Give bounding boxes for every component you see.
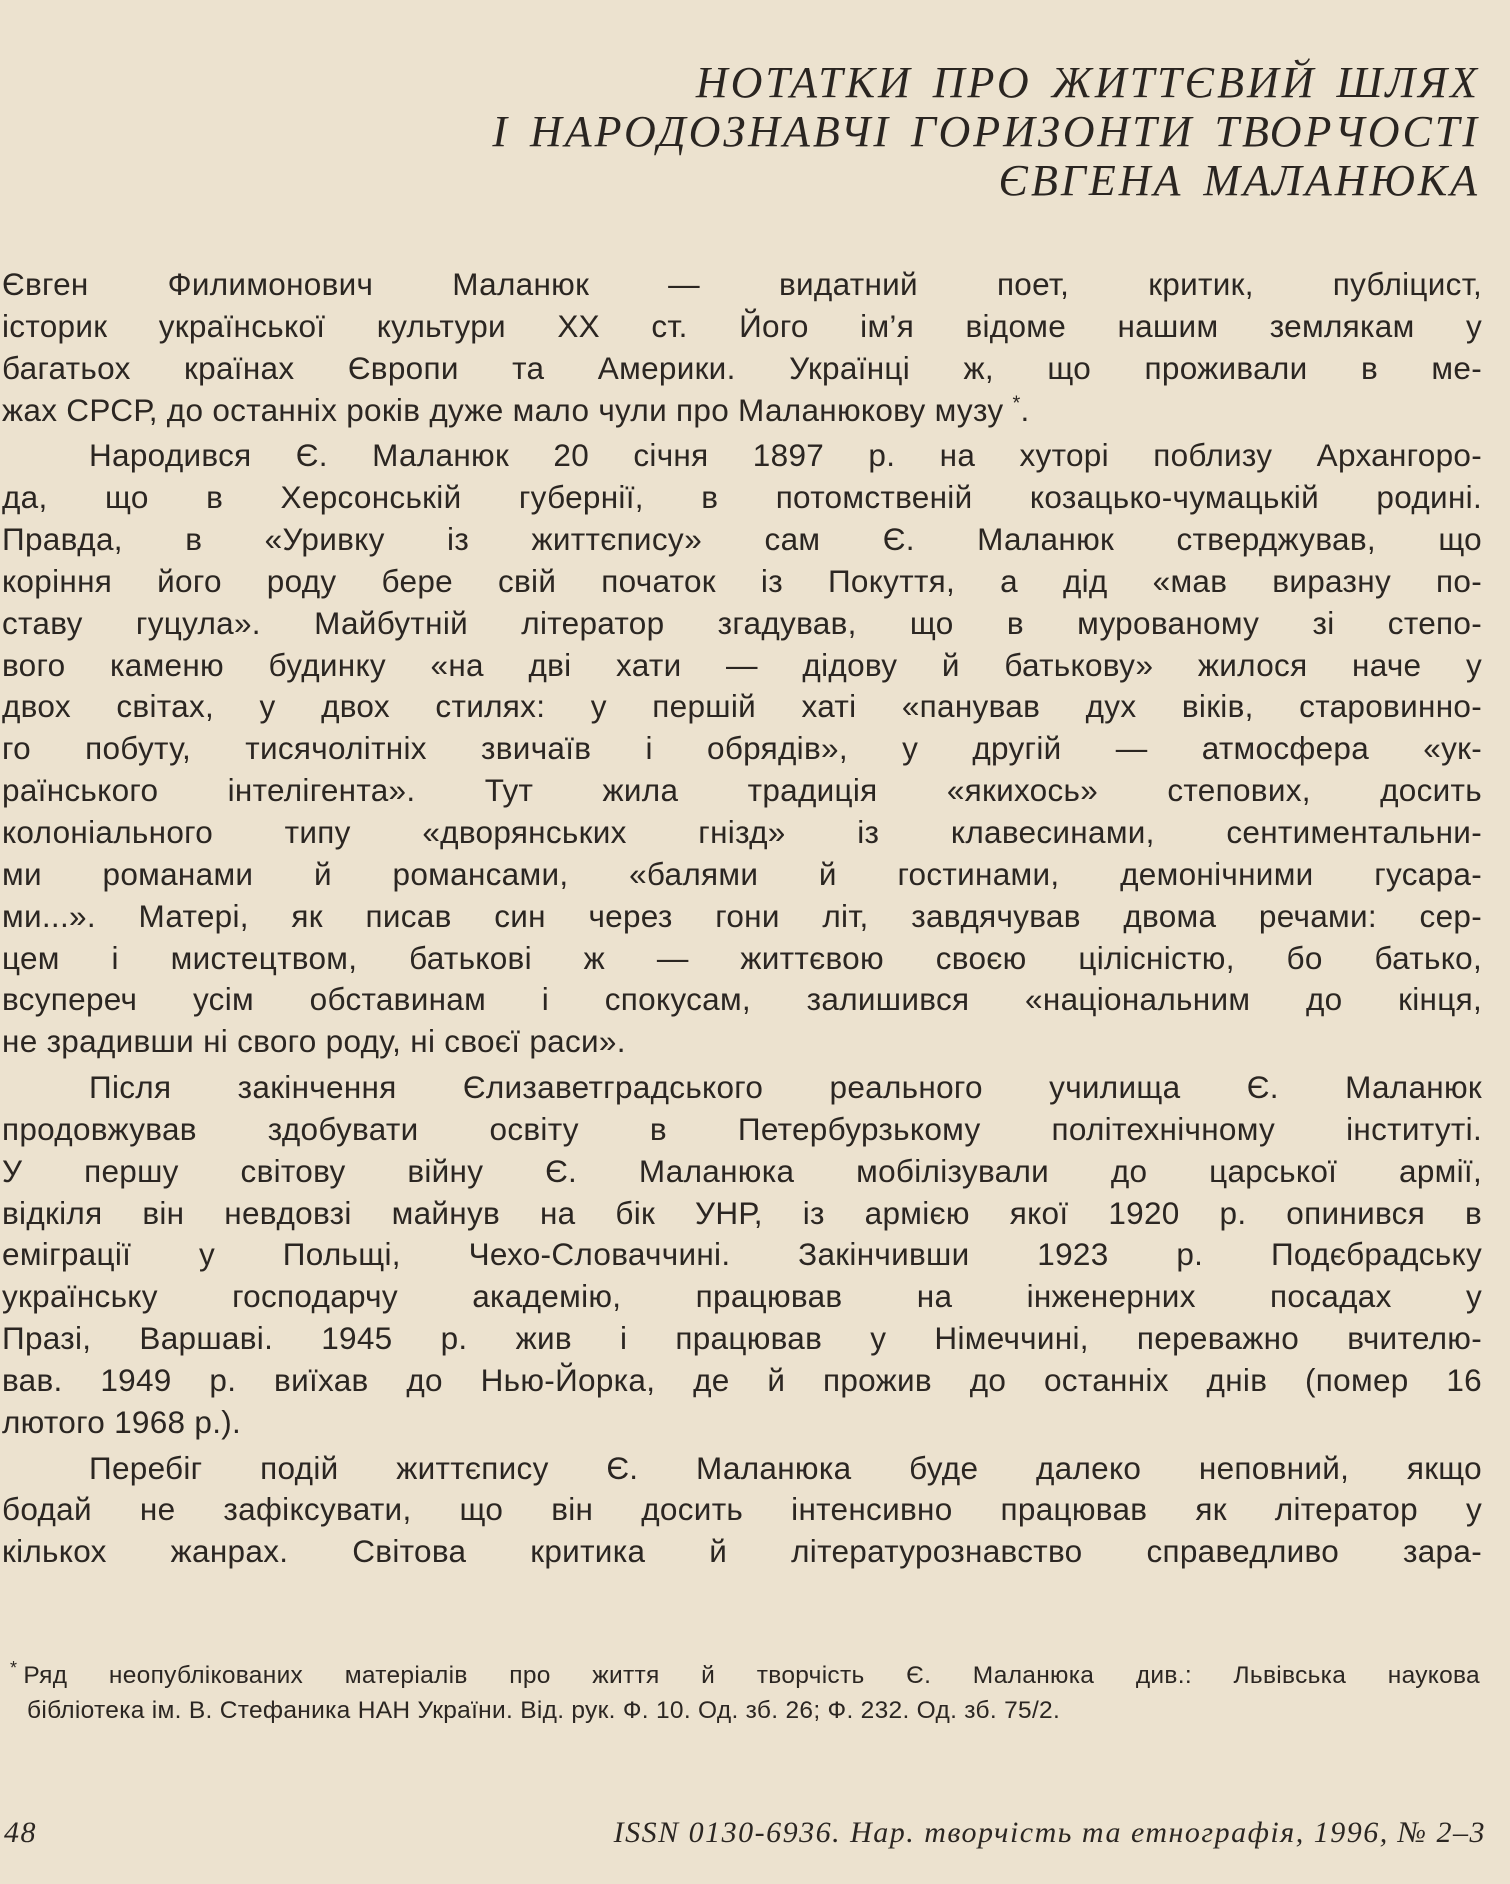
title-line-1: НОТАТКИ ПРО ЖИТТЄВИЙ ШЛЯХ <box>695 58 1480 107</box>
text-line: ми...». Матері, як писав син через гони літ, завдячував двома речами: сер- <box>2 897 1482 934</box>
paragraph-1 <box>2 264 1482 431</box>
text-line: Правда, в «Уривку із життєпису» сам Є. Маланюк стверджував, що <box>2 521 1482 558</box>
text-line: цем і мистецтвом, батькові ж — життєвою своєю цілісністю, бо батько, <box>2 939 1482 976</box>
page-number: 48 <box>4 1816 37 1849</box>
text-line: українську господарчу академію, працював на інженерних посадах у <box>2 1278 1482 1315</box>
text-line: ставу гуцула». Майбутній літератор згадував, що в мурованому зі степо- <box>2 604 1482 641</box>
text-line: кількох жанрах. Світова критика й літературознавство справедливо зара- <box>2 1533 1482 1570</box>
text-line: ми романами й романсами, «балями й гостинами, демонічними гусара- <box>2 855 1482 892</box>
paragraph-2 <box>2 435 1482 1063</box>
paragraph-4 <box>2 1448 1482 1574</box>
text-line: Після закінчення Єлизаветградського реального училища Є. Маланюк <box>89 1069 1482 1106</box>
footnote-line-2: бібліотека ім. В. Стефаника НАН України. Від. рук. Ф. 10. Од. зб. 26; Ф. 232. Од. зб. 75/2. <box>27 1697 1061 1724</box>
title-line-3: ЄВГЕНА МАЛАНЮКА <box>998 156 1480 205</box>
text-line: вого каменю будинку «на дві хати — дідову й батькову» жилося наче у <box>2 646 1482 683</box>
footnote-text: Ряд неопублікованих матеріалів про життя й творчість Є. Маланюка див.: Львівська наукова <box>23 1662 1480 1689</box>
text-line: багатьох країнах Європи та Америки. Українці ж, що проживали в ме- <box>2 349 1482 386</box>
text-line: Євген Филимонович Маланюк — видатний поет, критик, публіцист, <box>2 266 1482 302</box>
text-line: раїнського інтелігента». Тут жила традиція «якихось» степових, досить <box>2 772 1482 809</box>
text-line: не зрадивши ні свого роду, ні своєї раси». <box>2 1023 626 1060</box>
text-line: Народився Є. Маланюк 20 січня 1897 р. на хуторі поблизу Архангоро- <box>89 437 1482 474</box>
text-line: еміграції у Польщі, Чехо-Словаччині. Закінчивши 1923 р. Подєбрадську <box>2 1236 1482 1273</box>
footnote-line-1 <box>10 1658 1480 1693</box>
footnote-marker[interactable]: * <box>1012 392 1021 415</box>
text-line: Перебіг подій життєпису Є. Маланюка буде далеко неповний, якщо <box>89 1449 1482 1486</box>
text-line: колоніального типу «дворянських гнізд» із клавесинами, сентиментальни- <box>2 813 1482 850</box>
page-footer <box>0 1816 1486 1856</box>
text-line: відкіля він невдовзі майнув на бік УНР, із армією якої 1920 р. опинився в <box>2 1194 1482 1231</box>
text-line: продовжував здобувати освіту в Петербурзькому політехнічному інституті. <box>2 1110 1482 1147</box>
text-line: Празі, Варшаві. 1945 р. жив і працював у Німеччині, переважно вчителю- <box>2 1320 1482 1357</box>
text-line: двох світах, у двох стилях: у першій хаті «панував дух віків, старовинно- <box>2 688 1482 725</box>
text-line: вав. 1949 р. виїхав до Нью-Йорка, де й прожив до останніх днів (помер 16 <box>2 1361 1482 1398</box>
paragraph-3 <box>2 1067 1482 1444</box>
text-line: коріння його роду бере свій початок із Покуття, а дід «мав виразну по- <box>2 562 1482 599</box>
text-line: історик української культури XX ст. Його ім’я відоме нашим землякам у <box>2 307 1482 344</box>
footnote <box>10 1658 1480 1728</box>
text-line: бодай не зафіксувати, що він досить інтенсивно працював як літератор у <box>2 1491 1482 1528</box>
text-line: го побуту, тисячолітніх звичаїв і обрядів», у другій — атмосфера «ук- <box>2 730 1482 767</box>
text-line: всупереч усім обставинам і спокусам, залишився «національним до кінця, <box>2 981 1482 1018</box>
text-line: да, що в Херсонській губернії, в потомственій козацько-чумацькій родині. <box>2 479 1482 516</box>
text-line-with-footnote: жах СРСР, до останніх років дуже мало чули про Маланюкову музу *. <box>2 391 1030 428</box>
text-line: лютого 1968 р.). <box>2 1403 242 1440</box>
journal-citation: ISSN 0130-6936. Нар. творчість та етнографія, 1996, № 2–3 <box>613 1816 1486 1849</box>
article-title <box>380 58 1480 205</box>
text-line: У першу світову війну Є. Маланюка мобілізували до царської армії, <box>2 1152 1482 1189</box>
article-body <box>2 264 1482 1577</box>
footnote-marker: * <box>10 1657 18 1678</box>
title-line-2: І НАРОДОЗНАВЧІ ГОРИЗОНТИ ТВОРЧОСТІ <box>492 107 1480 156</box>
text-line: жах СРСР, до останніх років дуже мало чули про Маланюкову музу <box>2 391 1004 428</box>
